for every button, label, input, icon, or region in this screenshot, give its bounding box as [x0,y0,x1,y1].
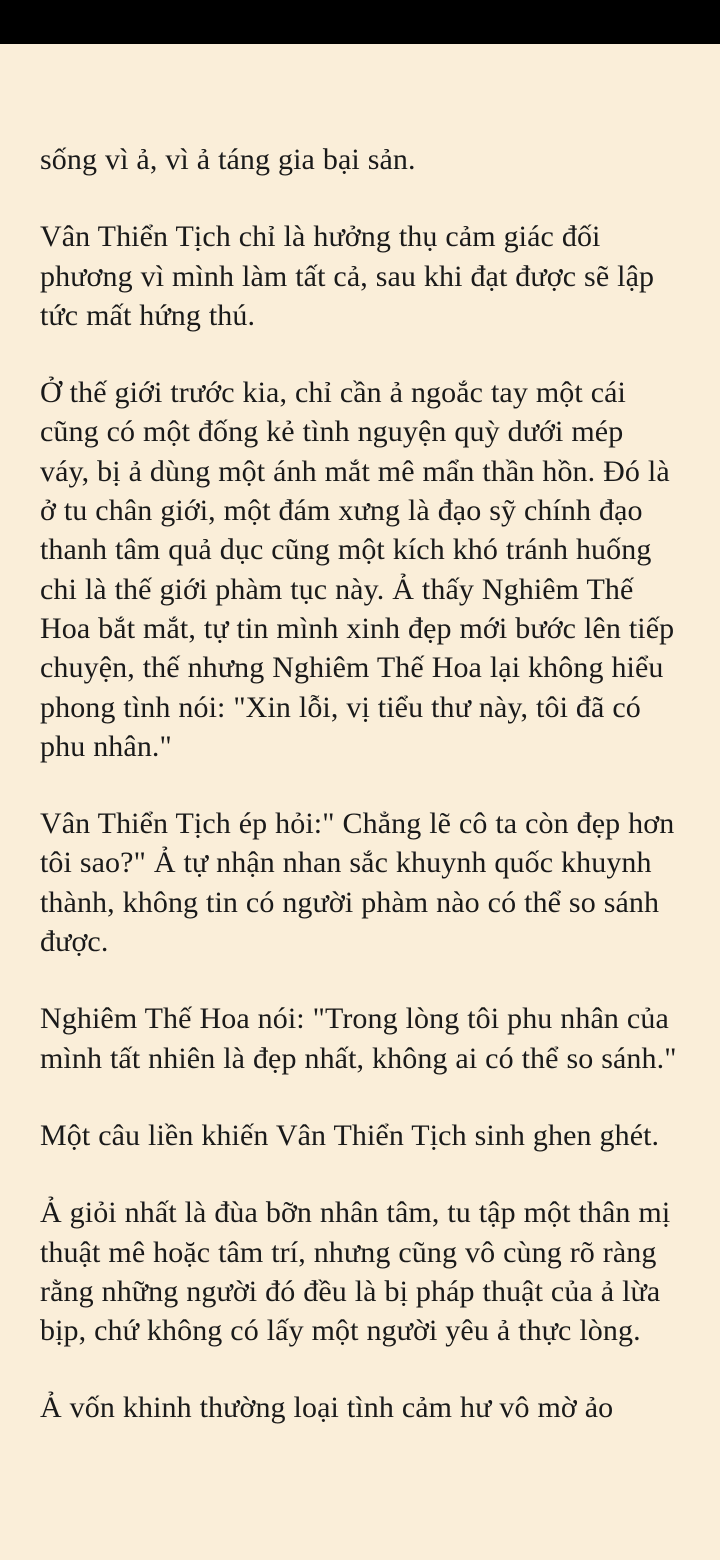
paragraph: Một câu liền khiến Vân Thiển Tịch sinh ghen ghét. [40,1118,660,1152]
reader-page[interactable] [0,44,720,1560]
paragraph: Ả vốn khinh thường loại tình cảm hư vô mờ ảo [40,1391,614,1425]
paragraph: Ở thế giới trước kia, chỉ cần ả ngoắc tay một cái cũng có một đống kẻ tình nguyện quỳ dưới mép váy, bị ả dùng một ánh mắt mê mẩn thần hồn. Đó là ở tu chân giới, một đám xưng là đạo sỹ chính đạo thanh tâm quả dục cũng một kích khó tránh huống chi là thế giới phàm tục này. Ả thấy Nghiêm Thế Hoa bắt mắt, tự tin mình xinh đẹp mới bước lên tiếp chuyện, thế nhưng Nghiêm Thế Hoa lại không hiểu phong tình nói: "Xin lỗi, vị tiểu thư này, tôi đã có phu nhân." [40,376,675,763]
paragraph: Ả giỏi nhất là đùa bỡn nhân tâm, tu tập một thân mị thuật mê hoặc tâm trí, nhưng cũng vô cùng rõ ràng rằng những người đó đều là bị pháp thuật của ả lừa bịp, chứ không có lấy một người yêu ả thực lòng. [40,1196,671,1348]
status-bar [0,0,720,44]
paragraph: Vân Thiển Tịch ép hỏi:" Chẳng lẽ cô ta còn đẹp hơn tôi sao?" Ả tự nhận nhan sắc khuynh quốc khuynh thành, không tin có người phàm nào có thể so sánh được. [40,807,675,959]
chapter-body [0,44,720,1428]
paragraph: Vân Thiển Tịch chỉ là hưởng thụ cảm giác đối phương vì mình làm tất cả, sau khi đạt được sẽ lập tức mất hứng thú. [40,220,655,332]
paragraph: sống vì ả, vì ả táng gia bại sản. [40,143,416,176]
paragraph: Nghiêm Thế Hoa nói: "Trong lòng tôi phu nhân của mình tất nhiên là đẹp nhất, không ai có thể so sánh." [40,1002,677,1075]
